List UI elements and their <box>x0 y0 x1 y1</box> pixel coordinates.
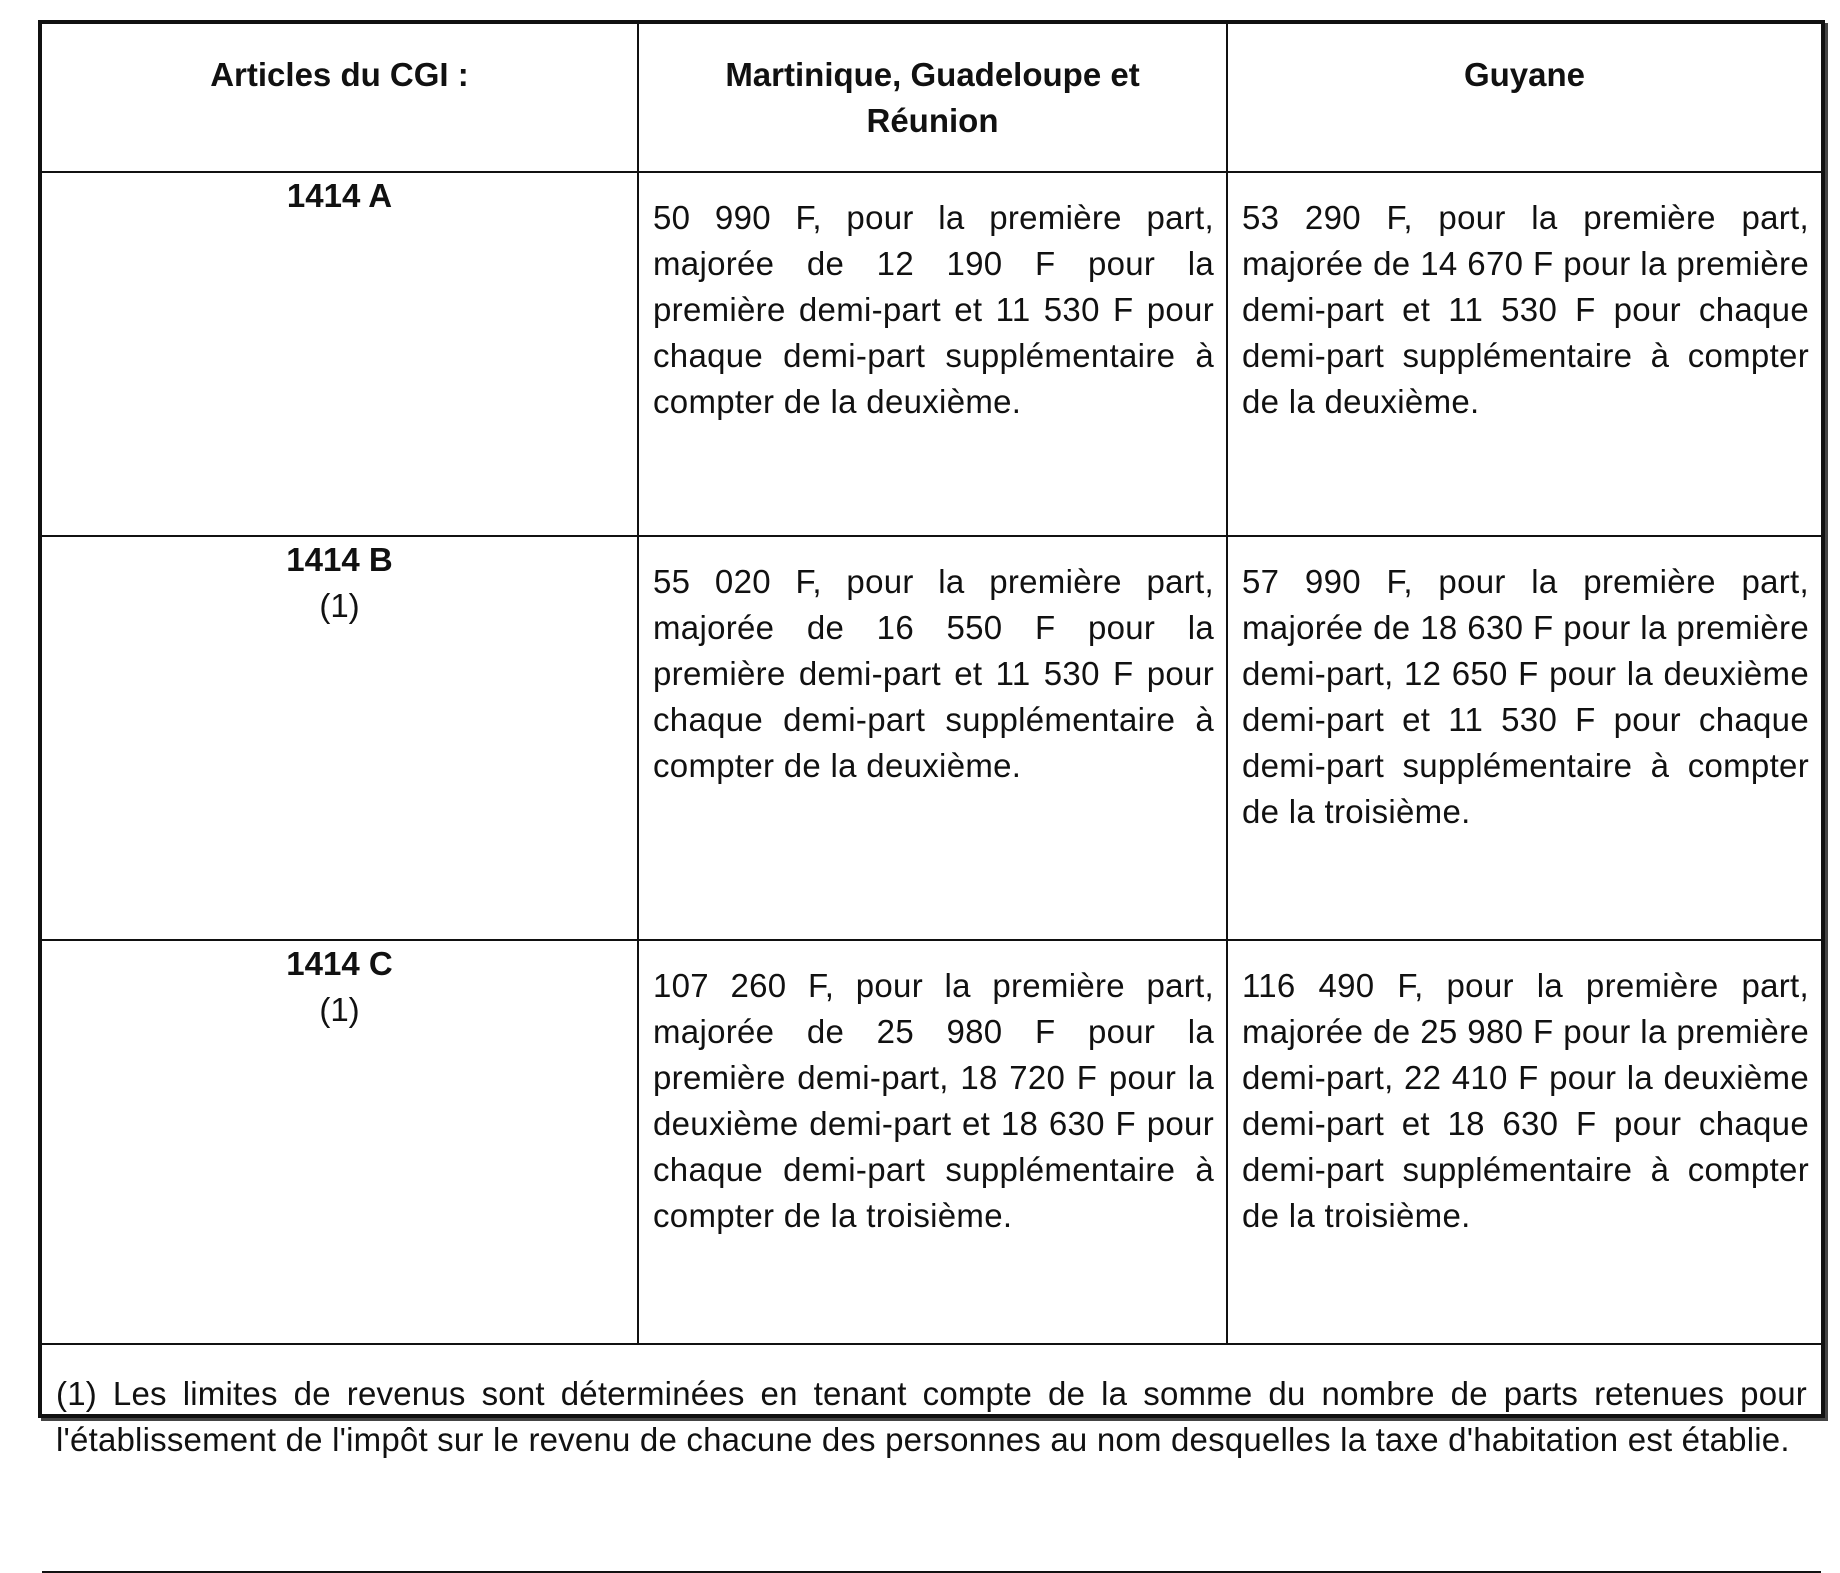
document-table-frame <box>38 20 1825 1458</box>
header-articles: Articles du CGI : <box>42 24 638 172</box>
header-martinique-guadeloupe-reunion: Martinique, Guadeloupe et Réunion <box>638 24 1227 172</box>
article-cell <box>42 536 638 940</box>
martinique-cell: 50 990 F, pour la première part, majorée de 12 190 F pour la première demi-part et 11 530 F pour chaque demi-part supplémentaire à compter de la deuxième. <box>638 172 1227 536</box>
article-footnote-ref: (1) <box>319 991 360 1028</box>
table-row <box>42 172 1821 536</box>
guyane-cell: 53 290 F, pour la première part, majorée de 14 670 F pour la première demi-part et 11 530 F pour chaque demi-part supplémentaire à compter de la deuxième. <box>1227 172 1821 536</box>
article-footnote-ref: (1) <box>319 587 360 624</box>
martinique-cell: 55 020 F, pour la première part, majorée de 16 550 F pour la première demi-part et 11 530 F pour chaque demi-part supplémentaire à compter de la deuxième. <box>638 536 1227 940</box>
martinique-cell: 107 260 F, pour la première part, majorée de 25 980 F pour la première demi-part, 18 720 F pour la deuxième demi-part et 18 630 F pour chaque demi-part supplémentaire à compter de la troisième. <box>638 940 1227 1344</box>
guyane-cell: 57 990 F, pour la première part, majorée de 18 630 F pour la première demi-part, 12 650 F pour la deuxième demi-part et 11 530 F pour chaque demi-part supplémentaire à compter de la troisième. <box>1227 536 1821 940</box>
footnote-row <box>42 1344 1821 1572</box>
article-code: 1414 A <box>286 177 393 214</box>
article-code: 1414 B <box>286 541 393 578</box>
cgi-income-limits-table <box>42 24 1821 1573</box>
header-guyane: Guyane <box>1227 24 1821 172</box>
header-row <box>42 24 1821 172</box>
article-cell <box>42 940 638 1344</box>
table-row <box>42 940 1821 1344</box>
article-code: 1414 C <box>286 945 393 982</box>
guyane-cell: 116 490 F, pour la première part, majorée de 25 980 F pour la première demi-part, 22 410 F pour la deuxième demi-part et 18 630 F pour chaque demi-part supplémentaire à compter de la troisième. <box>1227 940 1821 1344</box>
footnote-text: (1) Les limites de revenus sont déterminées en tenant compte de la somme du nombre de parts retenues pour l'établissement de l'impôt sur le revenu de chacune des personnes au nom desquelles la taxe d'habitation est établie. <box>42 1344 1821 1572</box>
article-cell <box>42 172 638 536</box>
table-row <box>42 536 1821 940</box>
